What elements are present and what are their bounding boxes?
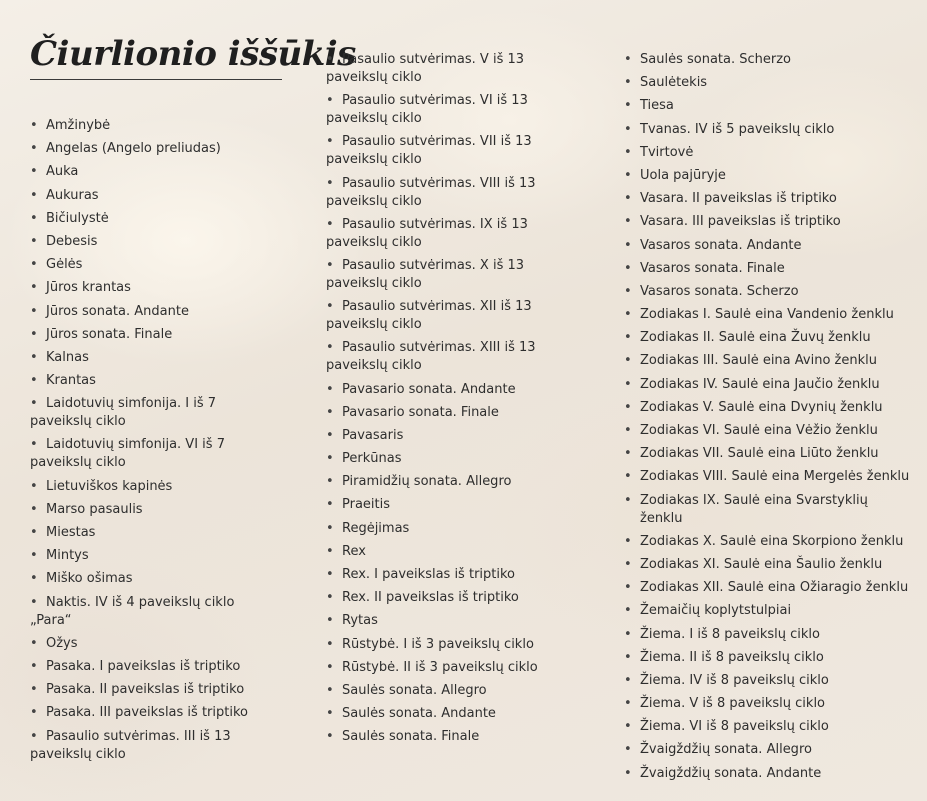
list-item-text: Žiema. VI iš 8 paveikslų ciklo (640, 719, 829, 735)
list-item (30, 395, 270, 431)
list-item (326, 404, 566, 422)
list-item (326, 381, 566, 399)
list-item-text: Marso pasaulis (46, 501, 143, 517)
list-item (624, 556, 914, 574)
list-item (624, 695, 914, 713)
list-item (624, 190, 914, 208)
list-item (30, 681, 270, 699)
list-item (624, 649, 914, 667)
list-item-text: Debesis (46, 233, 98, 249)
list-item (624, 741, 914, 759)
list-item-text: Amžinybė (46, 118, 111, 133)
list-item-text: Tvanas. IV iš 5 paveikslų ciklo (640, 121, 835, 137)
list-item (624, 283, 914, 301)
list-item (624, 492, 914, 528)
list-item (624, 260, 914, 278)
list-item (326, 92, 566, 128)
list-item (326, 543, 566, 561)
list-item-text: Piramidžių sonata. Allegro (342, 474, 512, 490)
list-item (30, 279, 270, 297)
list-item-text: • Pasaulio sutvėrimas. X iš 13 paveikslų ciklo (326, 257, 525, 291)
list-item-text: Zodiakas VII. Saulė eina Liūto ženklu (640, 446, 879, 462)
page-title: Čiurlionio iššūkis (30, 34, 356, 74)
list-item (624, 167, 914, 185)
list-item-text: Žiema. II iš 8 paveikslų ciklo (640, 649, 824, 665)
list-item (30, 658, 270, 676)
list-item-text: • Pasaulio sutvėrimas. VII iš 13 paveikslų ciklo (326, 134, 532, 168)
list-item (326, 612, 566, 630)
list-item-text: Pavasario sonata. Andante (342, 381, 516, 397)
list-item-text: Žvaigždžių sonata. Andante (640, 765, 822, 781)
list-item-text: Bičiulystė (46, 210, 109, 226)
painting-list-column-1 (30, 117, 300, 769)
list-item-text: Krantas (46, 373, 96, 389)
list-item-text: • Pasaulio sutvėrimas. III iš 13 paveikslų ciklo (30, 728, 231, 762)
list-item (30, 140, 270, 158)
list-item (624, 626, 914, 644)
list-item (326, 728, 566, 746)
list-item (326, 705, 566, 723)
list-item-text: Auka (46, 164, 79, 180)
list-item (624, 51, 914, 69)
list-item (30, 635, 270, 653)
list-item (326, 216, 566, 252)
list-item (624, 237, 914, 255)
list-item (30, 303, 270, 321)
list-item-text: Zodiakas V. Saulė eina Dvynių ženklu (640, 399, 883, 415)
list-item (30, 547, 270, 565)
list-item-text: Tvirtovė (640, 144, 694, 160)
title-underline (30, 79, 282, 80)
list-item (624, 672, 914, 690)
list-item-text: Saulės sonata. Andante (342, 706, 496, 722)
list-item-text: • Pasaulio sutvėrimas. IX iš 13 paveikslų ciklo (326, 216, 528, 250)
list-item (624, 329, 914, 347)
list-item (624, 468, 914, 486)
list-item (326, 450, 566, 468)
list-item (326, 520, 566, 538)
list-item-text: Žemaičių koplytstulpiai (640, 603, 792, 619)
list-item-text: Tiesa (640, 98, 674, 114)
list-item (326, 339, 566, 375)
list-item-text: Rytas (342, 613, 378, 629)
list-item-text: Perkūnas (342, 451, 402, 467)
list-item-text: Angelas (Angelo preliudas) (46, 141, 221, 157)
list-item-text: Saulėtekis (640, 75, 708, 91)
list-item-text: Kalnas (46, 349, 89, 365)
list-item (326, 51, 566, 87)
list-item-text: Uola pajūryje (640, 167, 726, 183)
list-item (624, 121, 914, 139)
list-item (624, 422, 914, 440)
list-item (624, 445, 914, 463)
list-item (30, 524, 270, 542)
list-item-text: Žiema. IV iš 8 paveikslų ciklo (640, 672, 829, 688)
list-item-text: • Laidotuvių simfonija. I iš 7 paveikslų ciklo (30, 396, 217, 430)
list-item (326, 636, 566, 654)
list-item-text: Zodiakas I. Saulė eina Vandenio ženklu (640, 307, 894, 323)
list-item (326, 682, 566, 700)
list-item (624, 74, 914, 92)
list-item-text: • Pasaulio sutvėrimas. V iš 13 paveikslų ciklo (326, 52, 525, 85)
list-item (624, 718, 914, 736)
list-item (30, 501, 270, 519)
list-item (30, 594, 270, 630)
list-item-text: Miestas (46, 525, 96, 540)
list-item (30, 728, 270, 764)
list-item-text: Zodiakas III. Saulė eina Avino ženklu (640, 353, 877, 369)
list-item (624, 97, 914, 115)
list-item-text: Saulės sonata. Allegro (342, 682, 487, 698)
list-item-text: Saulės sonata. Scherzo (640, 52, 791, 67)
list-item (30, 210, 270, 228)
painting-list-column-2 (326, 51, 596, 752)
list-item-text: Zodiakas IX. Saulė eina Svarstyklių ženklu (640, 492, 868, 526)
list-item-text: Zodiakas VIII. Saulė eina Mergelės ženklu (640, 469, 910, 485)
list-item (30, 704, 270, 722)
list-item-text: Rex. I paveikslas iš triptiko (342, 567, 515, 582)
list-item-text: Ožys (46, 635, 78, 651)
list-item-text: Pasaka. I paveikslas iš triptiko (46, 658, 241, 674)
list-item-text: Mintys (46, 548, 89, 564)
list-item (624, 533, 914, 551)
list-item (624, 213, 914, 231)
list-item-text: • Pasaulio sutvėrimas. VIII iš 13 paveikslų ciklo (326, 175, 536, 209)
list-item (326, 659, 566, 677)
list-item-text: Vasaros sonata. Scherzo (640, 283, 799, 299)
list-item-text: Aukuras (46, 187, 99, 203)
list-item (30, 187, 270, 205)
list-item (326, 133, 566, 169)
list-item-text: Zodiakas IV. Saulė eina Jaučio ženklu (640, 376, 880, 392)
list-item (30, 436, 270, 472)
list-item-text: Pavasario sonata. Finale (342, 404, 499, 420)
list-item (624, 765, 914, 783)
list-item-text: Žiema. V iš 8 paveikslų ciklo (640, 696, 826, 712)
list-item-text: Vasaros sonata. Finale (640, 260, 785, 276)
list-item (30, 570, 270, 588)
list-item (30, 372, 270, 390)
list-item (326, 496, 566, 514)
list-item (624, 602, 914, 620)
list-item (326, 298, 566, 334)
list-item-text: Rūstybė. II iš 3 paveikslų ciklo (342, 659, 538, 675)
list-item-text: Zodiakas XII. Saulė eina Ožiaragio ženklu (640, 580, 909, 596)
list-item-text: Pavasaris (342, 427, 404, 443)
list-item (624, 306, 914, 324)
list-item-text: • Pasaulio sutvėrimas. XIII iš 13 paveikslų ciklo (326, 340, 536, 374)
list-item (326, 427, 566, 445)
list-item-text: Žiema. I iš 8 paveikslų ciklo (640, 626, 820, 642)
list-item-text: Žvaigždžių sonata. Allegro (640, 742, 812, 758)
list-item-text: Pasaka. II paveikslas iš triptiko (46, 682, 245, 698)
list-item (326, 589, 566, 607)
list-item (30, 349, 270, 367)
list-item-text: Regėjimas (342, 520, 410, 536)
list-item-text: Jūros krantas (46, 280, 131, 296)
list-item (30, 117, 270, 135)
list-item-text: • Naktis. IV iš 4 paveikslų ciklo „Para“ (30, 594, 235, 628)
list-item-text: Gėlės (46, 257, 83, 273)
list-item-text: Miško ošimas (46, 571, 133, 587)
list-item-text: Rex (342, 543, 366, 559)
list-item-text: Zodiakas X. Saulė eina Skorpiono ženklu (640, 533, 904, 549)
list-item (30, 233, 270, 251)
list-item-text: Jūros sonata. Andante (46, 303, 189, 319)
list-item-text: Zodiakas XI. Saulė eina Šaulio ženklu (640, 556, 883, 572)
list-item-text: Rūstybė. I iš 3 paveikslų ciklo (342, 636, 534, 652)
list-item (624, 144, 914, 162)
painting-list-column-3 (624, 51, 914, 788)
list-item-text: Vasaros sonata. Andante (640, 237, 802, 253)
list-item (30, 256, 270, 274)
list-item-text: Praeitis (342, 497, 391, 513)
list-item (30, 163, 270, 181)
list-item (326, 473, 566, 491)
list-item (624, 376, 914, 394)
list-item-text: • Pasaulio sutvėrimas. VI iš 13 paveikslų ciklo (326, 93, 528, 127)
list-item (624, 399, 914, 417)
list-item (326, 175, 566, 211)
list-item (326, 566, 566, 584)
list-item (30, 326, 270, 344)
list-item-text: Pasaka. III paveikslas iš triptiko (46, 705, 248, 721)
list-item-text: Jūros sonata. Finale (46, 326, 173, 342)
list-item (624, 352, 914, 370)
list-item (624, 579, 914, 597)
list-item-text: Lietuviškos kapinės (46, 478, 173, 494)
list-item-text: • Pasaulio sutvėrimas. XII iš 13 paveikslų ciklo (326, 299, 532, 333)
list-item-text: Vasara. II paveikslas iš triptiko (640, 191, 837, 207)
list-item-text: Vasara. III paveikslas iš triptiko (640, 214, 841, 230)
list-item-text: Rex. II paveikslas iš triptiko (342, 590, 519, 606)
list-item (326, 257, 566, 293)
list-item-text: Zodiakas II. Saulė eina Žuvų ženklu (640, 330, 871, 346)
list-item-text: • Laidotuvių simfonija. VI iš 7 paveikslų ciklo (30, 437, 225, 471)
list-item (30, 478, 270, 496)
list-item-text: Zodiakas VI. Saulė eina Vėžio ženklu (640, 423, 878, 438)
list-item-text: Saulės sonata. Finale (342, 729, 480, 745)
